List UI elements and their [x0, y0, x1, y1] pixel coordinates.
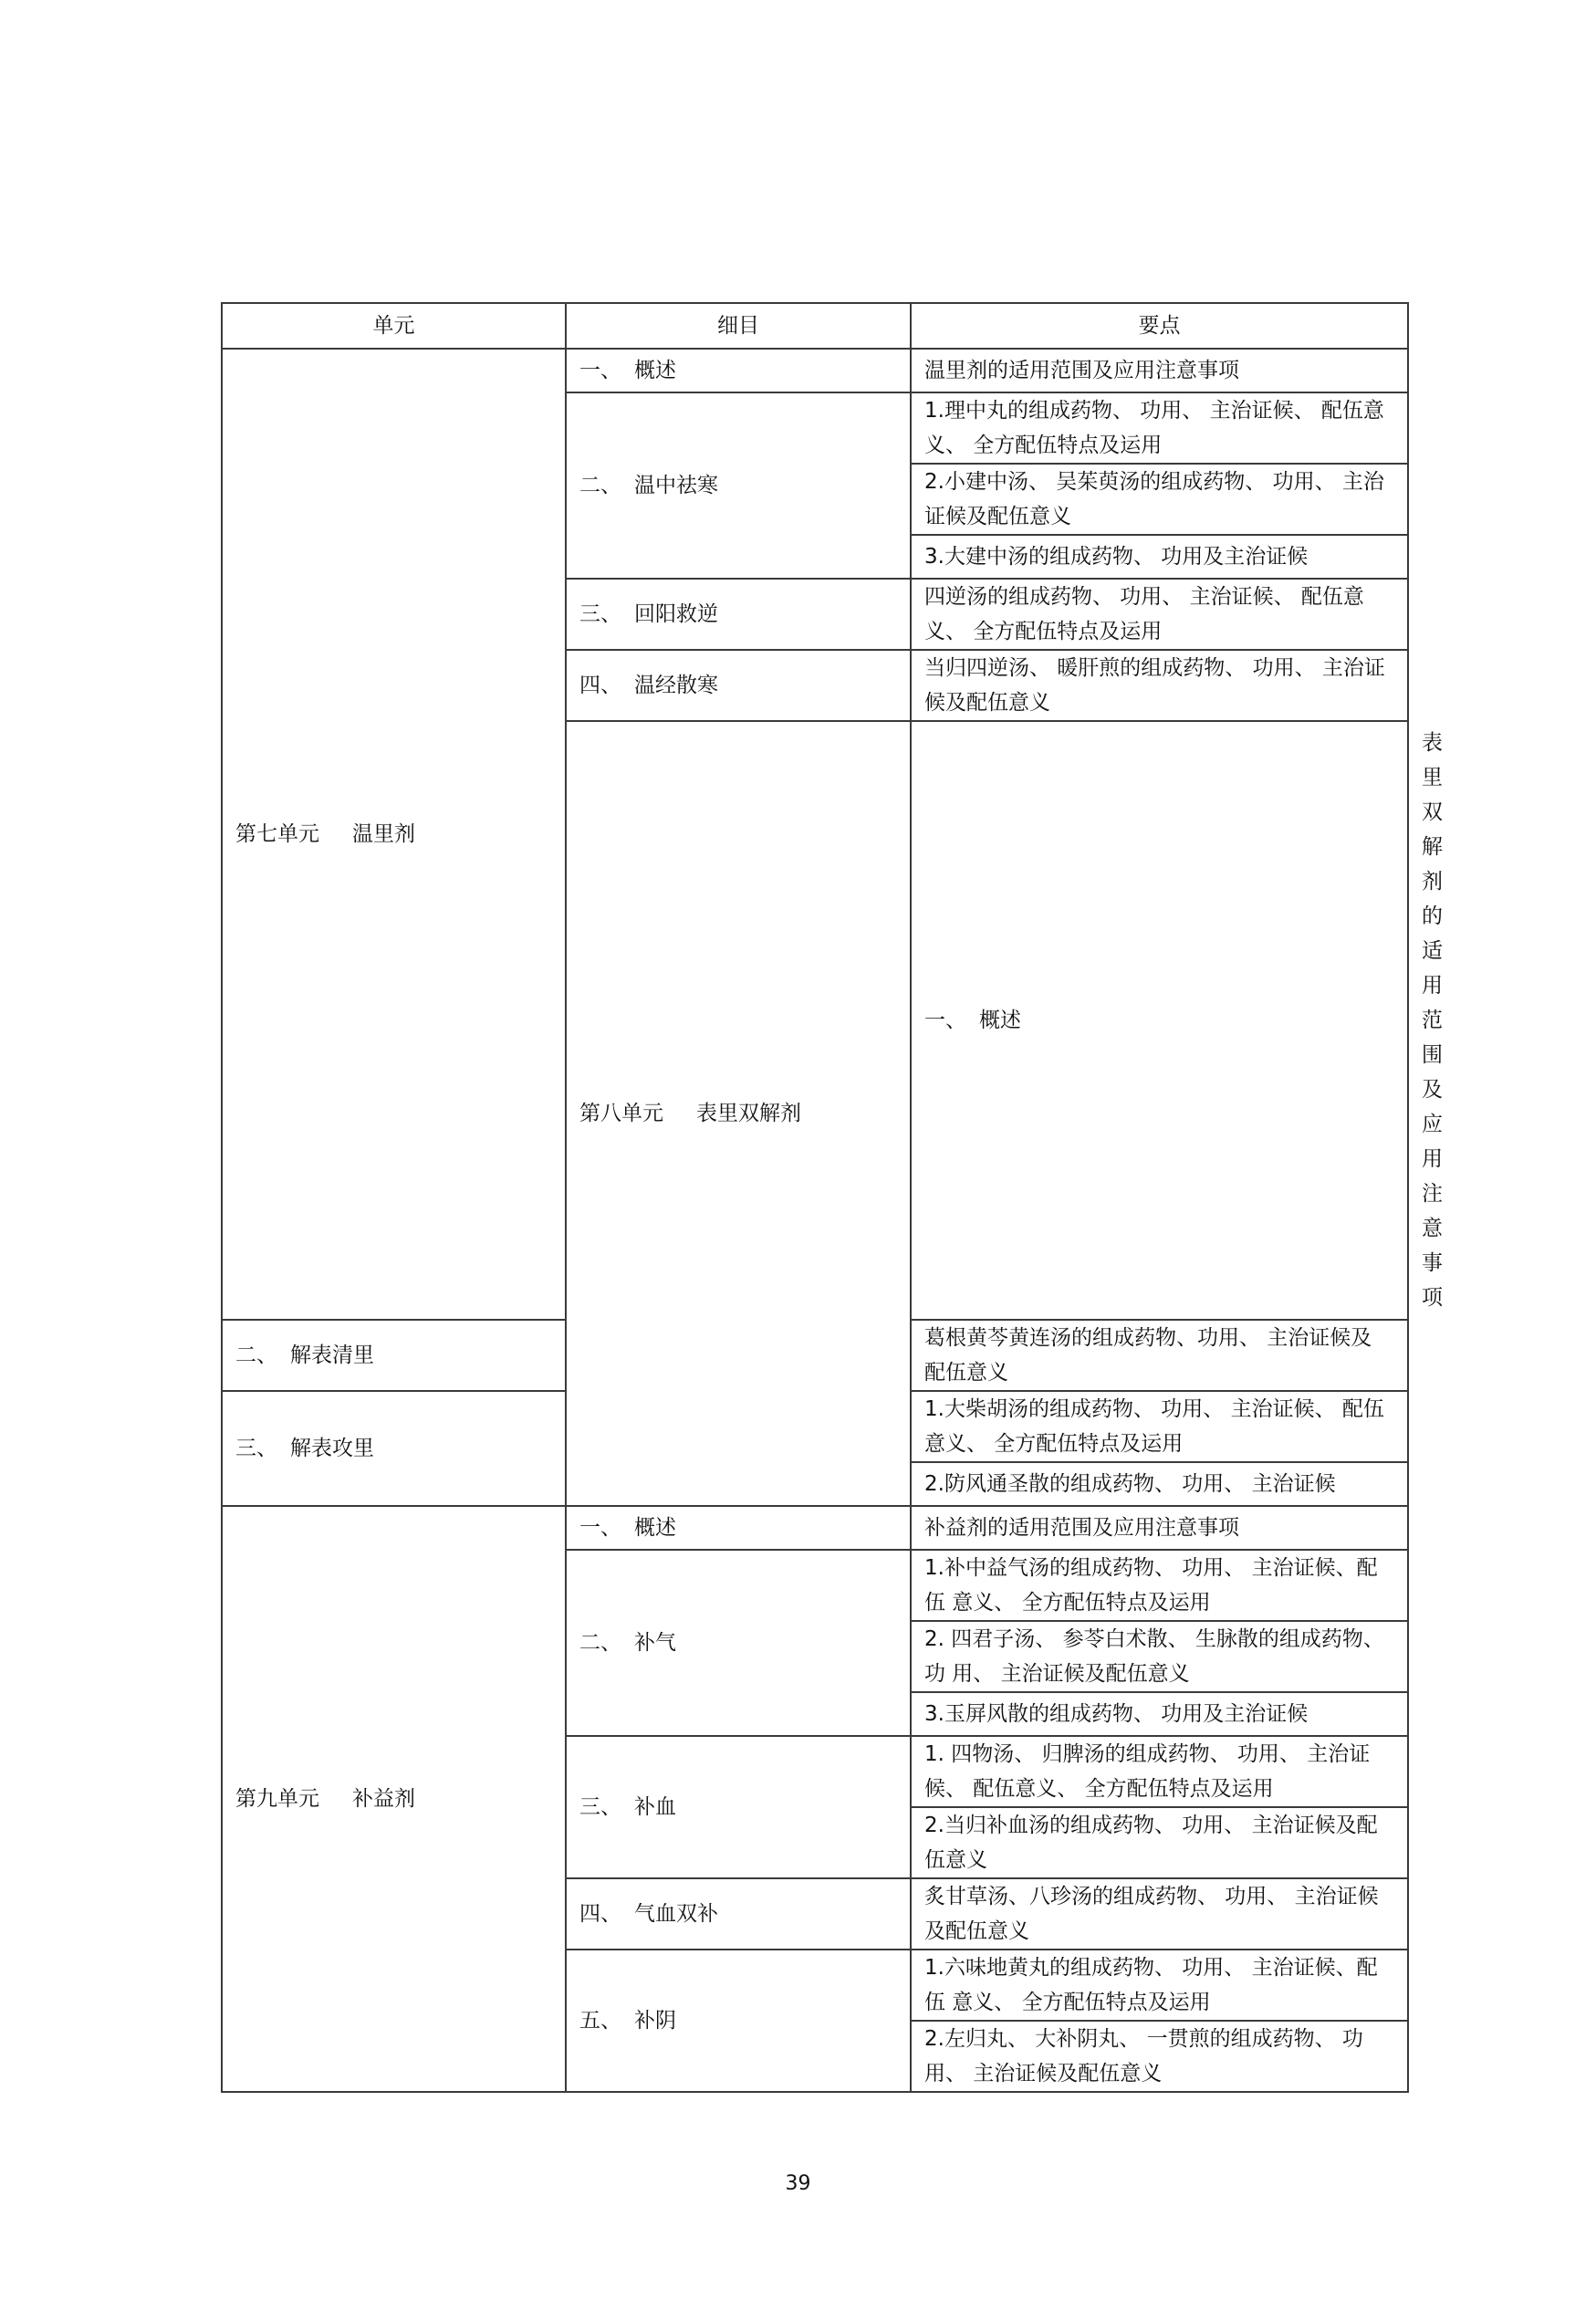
point-cell: 1.补中益气汤的组成药物、 功用、 主治证候、配伍 意义、 全方配伍特点及运用	[911, 1550, 1408, 1621]
subitem-cell	[566, 1736, 911, 1878]
subitem-name: 概述	[979, 1009, 1021, 1032]
subitem-name: 补血	[634, 1795, 676, 1819]
subitem-cell	[566, 650, 911, 721]
subitem-number: 三、	[579, 602, 621, 626]
subitem-number: 四、	[579, 1902, 621, 1926]
table-row: 第八单元 表里双解剂 一、 概述 表里双解剂的适用范围及应用注意事项	[222, 721, 1408, 1320]
point-cell: 葛根黄芩黄连汤的组成药物、功用、 主治证候及 配伍意义	[911, 1320, 1408, 1391]
table-row	[222, 1506, 1408, 1550]
unit-number: 第八单元	[579, 1102, 663, 1125]
subitem-cell	[566, 392, 911, 579]
unit-name: 补益剂	[352, 1787, 415, 1811]
subitem-number: 三、	[579, 1795, 621, 1819]
table-header-row	[222, 303, 1408, 349]
point-cell: 炙甘草汤、八珍汤的组成药物、 功用、 主治证候及配伍意义	[911, 1878, 1408, 1950]
point-cell: 当归四逆汤、 暖肝煎的组成药物、 功用、 主治证候及配伍意义	[911, 650, 1408, 721]
point-cell: 2.当归补血汤的组成药物、 功用、 主治证候及配伍意义	[911, 1807, 1408, 1878]
point-cell: 3.大建中汤的组成药物、 功用及主治证候	[911, 535, 1408, 579]
subitem-cell	[566, 1878, 911, 1950]
subitem-cell	[911, 721, 1408, 1320]
subitem-cell	[566, 579, 911, 650]
page-number: 39	[785, 2172, 811, 2195]
subitem-number: 一、	[924, 1009, 966, 1032]
subitem-number: 一、	[579, 359, 621, 382]
point-cell: 四逆汤的组成药物、 功用、 主治证候、 配伍意义、 全方配伍特点及运用	[911, 579, 1408, 650]
point-cell: 1. 四物汤、 归脾汤的组成药物、 功用、 主治证候、 配伍意义、 全方配伍特点及运用	[911, 1736, 1408, 1807]
subitem-number: 二、	[235, 1343, 277, 1367]
point-cell: 1.理中丸的组成药物、 功用、 主治证候、 配伍意义、 全方配伍特点及运用	[911, 392, 1408, 464]
table-row	[222, 349, 1408, 392]
subitem-name: 解表清里	[290, 1343, 374, 1367]
subitem-name: 温中祛寒	[634, 474, 718, 497]
subitem-number: 二、	[579, 1631, 621, 1655]
unit-cell	[566, 721, 911, 1506]
unit-cell	[222, 349, 566, 1320]
subitem-cell	[566, 1550, 911, 1736]
subitem-number: 四、	[579, 674, 621, 697]
subitem-name: 概述	[634, 359, 676, 382]
unit-name: 温里剂	[352, 822, 415, 846]
point-cell: 2.左归丸、 大补阴丸、 一贯煎的组成药物、 功用、 主治证候及配伍意义	[911, 2021, 1408, 2092]
subitem-cell	[566, 349, 911, 392]
point-cell: 1.六味地黄丸的组成药物、 功用、 主治证候、配伍 意义、 全方配伍特点及运用	[911, 1950, 1408, 2021]
subitem-name: 补阴	[634, 2009, 676, 2033]
subitem-name: 概述	[634, 1516, 676, 1540]
unit-name: 表里双解剂	[696, 1102, 801, 1125]
subitem-number: 五、	[579, 2009, 621, 2033]
point-cell: 补益剂的适用范围及应用注意事项	[911, 1506, 1408, 1550]
subitem-name: 回阳救逆	[634, 602, 718, 626]
subitem-number: 二、	[579, 474, 621, 497]
point-cell: 3.玉屏风散的组成药物、 功用及主治证候	[911, 1692, 1408, 1736]
point-cell: 2.防风通圣散的组成药物、 功用、 主治证候	[911, 1462, 1408, 1506]
subitem-number: 一、	[579, 1516, 621, 1540]
header-subitem: 细目	[566, 303, 911, 349]
unit-cell	[222, 1506, 566, 2092]
point-cell: 2. 四君子汤、 参苓白术散、 生脉散的组成药物、 功 用、 主治证候及配伍意义	[911, 1621, 1408, 1692]
unit-number: 第九单元	[235, 1787, 319, 1811]
header-key-points: 要点	[911, 303, 1408, 349]
subitem-name: 气血双补	[634, 1902, 718, 1926]
subitem-name: 补气	[634, 1631, 676, 1655]
point-cell: 2.小建中汤、 吴茱萸汤的组成药物、 功用、 主治证候及配伍意义	[911, 464, 1408, 535]
point-cell: 1.大柴胡汤的组成药物、 功用、 主治证候、 配伍意义、 全方配伍特点及运用	[911, 1391, 1408, 1462]
point-cell: 温里剂的适用范围及应用注意事项	[911, 349, 1408, 392]
subitem-cell	[566, 1506, 911, 1550]
unit-number: 第七单元	[235, 822, 319, 846]
subitem-cell	[222, 1391, 566, 1506]
subitem-name: 解表攻里	[290, 1437, 374, 1460]
syllabus-table	[221, 302, 1443, 2093]
subitem-number: 三、	[235, 1437, 277, 1460]
subitem-cell	[222, 1320, 566, 1391]
subitem-name: 温经散寒	[634, 674, 718, 697]
subitem-cell	[566, 1950, 911, 2092]
header-unit: 单元	[222, 303, 566, 349]
